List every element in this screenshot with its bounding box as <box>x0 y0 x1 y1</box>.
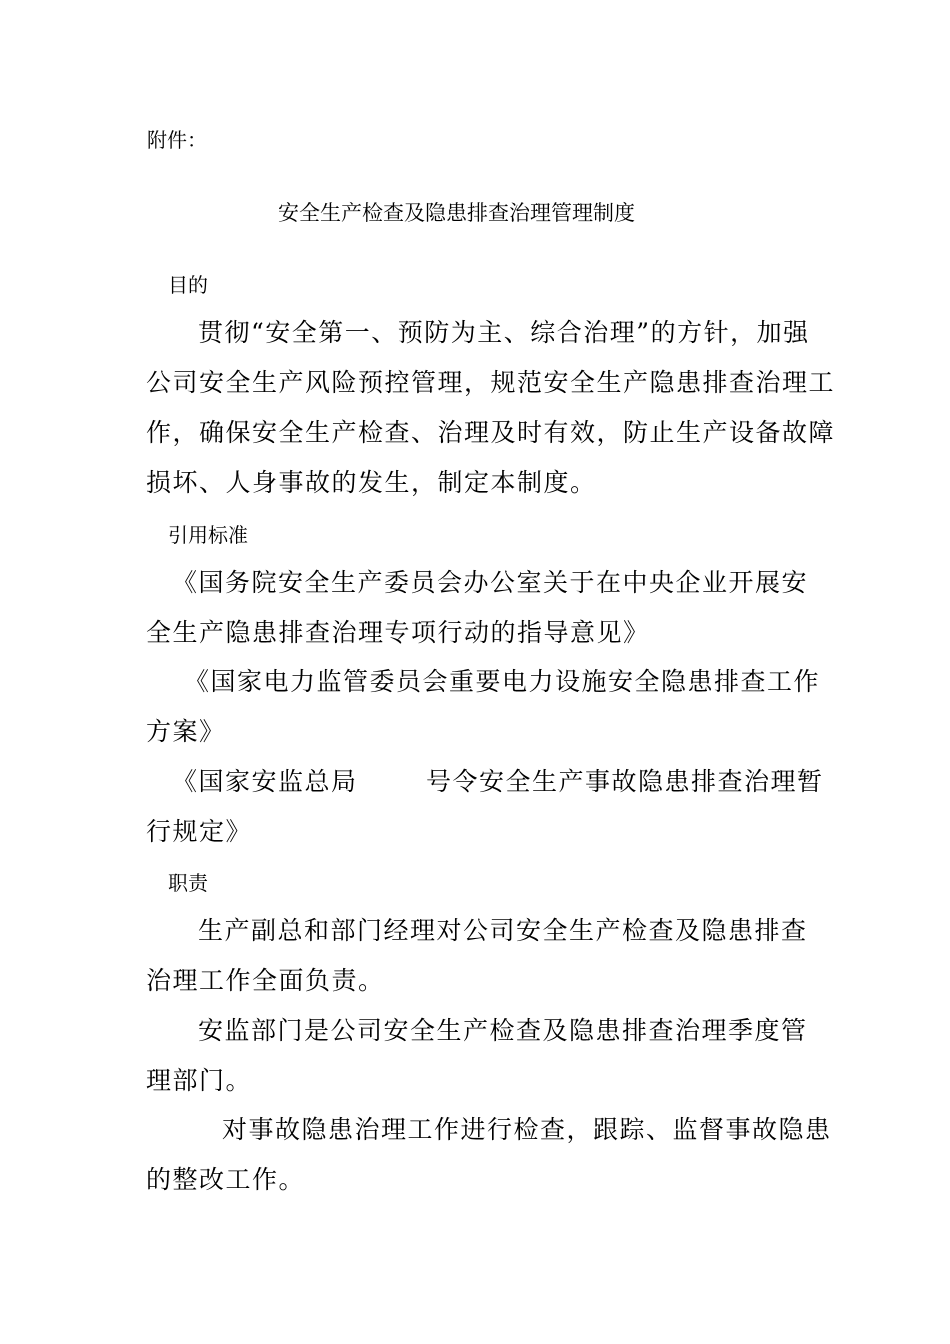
paragraph-line: 的整改工作。 <box>146 1165 306 1194</box>
document-title: 安全生产检查及隐患排查治理管理制度 <box>278 201 635 225</box>
attachment-label: 附件： <box>147 128 207 152</box>
reference-item: 方案》 <box>146 717 226 746</box>
paragraph-line: 公司安全生产风险预控管理，规范安全生产隐患排查治理工 <box>146 368 836 397</box>
paragraph-line: 生产副总和部门经理对公司安全生产检查及隐患排查 <box>198 916 808 945</box>
section-heading-purpose: 目的 <box>168 273 208 297</box>
paragraph-line: 治理工作全面负责。 <box>146 966 385 995</box>
paragraph-line: 对事故隐患治理工作进行检查，跟踪、监督事故隐患 <box>222 1115 832 1144</box>
paragraph-line: 贯彻“安全第一、预防为主、综合治理”的方针，加强 <box>198 318 810 347</box>
reference-item: 行规定》 <box>146 817 253 846</box>
reference-item: 号令安全生产事故隐患排查治理暂 <box>426 767 824 796</box>
paragraph-line: 安监部门是公司安全生产检查及隐患排查治理季度管 <box>198 1016 808 1045</box>
paragraph-line: 作，确保安全生产检查、治理及时有效，防止生产设备故障 <box>146 418 836 447</box>
section-heading-duties: 职责 <box>168 871 208 895</box>
reference-item: 《国务院安全生产委员会办公室关于在中央企业开展安 <box>172 568 809 597</box>
paragraph-line: 理部门。 <box>146 1066 253 1095</box>
reference-item: 《国家安监总局 <box>172 767 358 796</box>
reference-item: 全生产隐患排查治理专项行动的指导意见》 <box>146 618 650 647</box>
reference-item: 《国家电力监管委员会重要电力设施安全隐患排查工作 <box>184 667 821 696</box>
paragraph-line: 损坏、人身事故的发生，制定本制度。 <box>146 468 597 497</box>
section-heading-references: 引用标准 <box>168 523 248 547</box>
